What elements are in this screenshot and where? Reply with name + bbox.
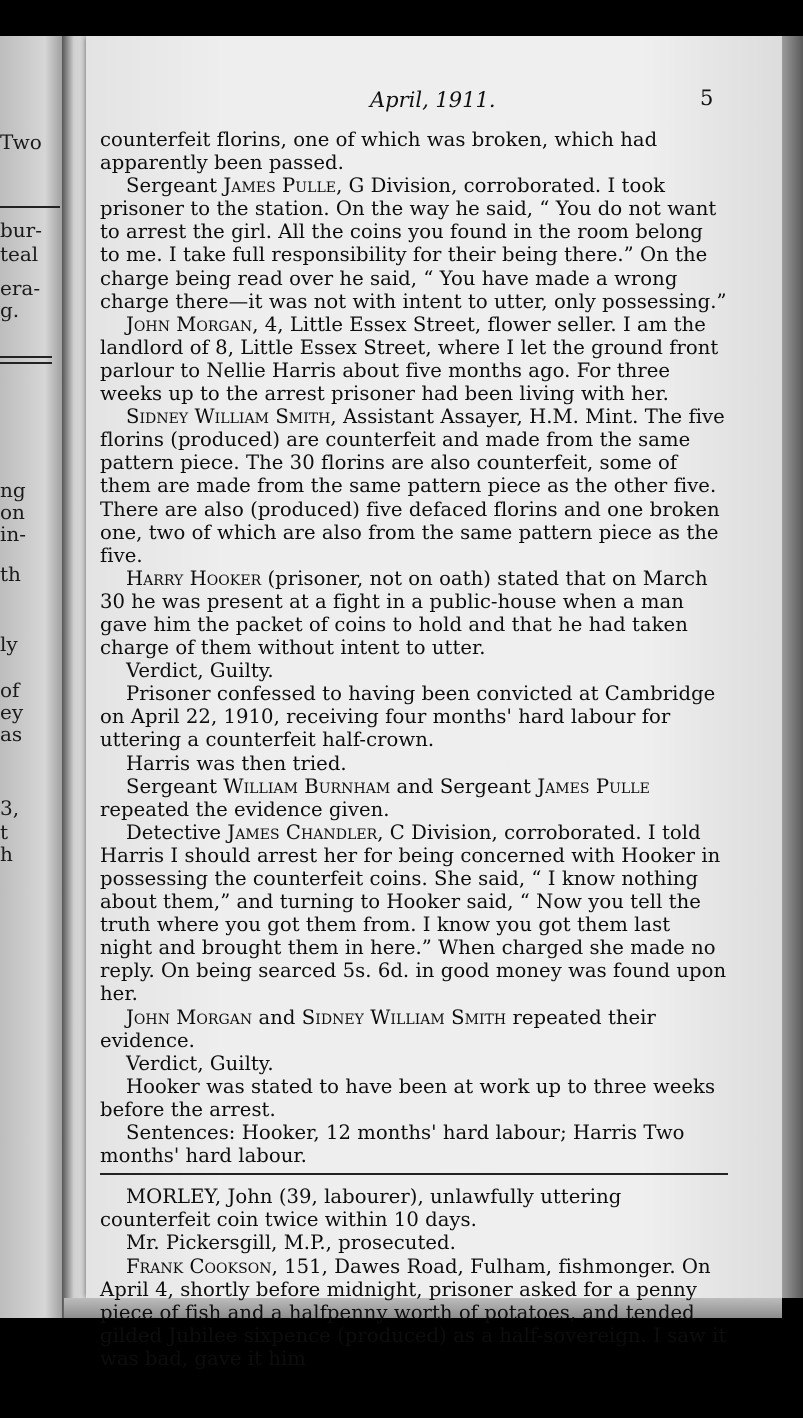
paragraph — [100, 821, 728, 1006]
witness-name: William Burnham — [223, 774, 391, 798]
running-title: April, 1911. — [370, 88, 496, 112]
paragraph — [100, 1231, 728, 1254]
facing-page-fragment: Two — [0, 130, 42, 154]
text-run: Sentences: Hooker, 12 months' hard labour; Harris Two months' hard labour. — [100, 1121, 685, 1168]
witness-name: John Morgan — [126, 1005, 253, 1029]
section-rule — [100, 1173, 728, 1175]
text-run: Verdict, Guilty. — [126, 1051, 274, 1075]
witness-name: James Chandler — [227, 820, 378, 844]
text-run: Detective — [126, 820, 228, 844]
facing-page-fragment: th — [0, 562, 21, 586]
facing-page-fragment: of — [0, 678, 20, 702]
facing-page-rule — [0, 362, 52, 364]
paragraph — [100, 1121, 728, 1167]
text-run: Hooker was stated to have been at work up to three weeks before the arrest. — [100, 1074, 716, 1121]
text-run: (prisoner, not on oath) stated that on March 30 he was present at a fight in a public-house when a man gave him the packet of coins to hold and that he had taken charge of them without intent to utter. — [100, 566, 708, 660]
text-run: repeated their evidence. — [100, 1005, 656, 1052]
witness-name: Frank Cookson — [126, 1254, 272, 1278]
facing-page-fragment: teal — [0, 242, 39, 266]
paragraph — [100, 1255, 728, 1370]
facing-page-fragment: ng — [0, 478, 26, 502]
text-run: Mr. Pickersgill, M.P., prosecuted. — [126, 1231, 456, 1255]
page-stack-edge — [782, 36, 803, 1298]
paragraph — [100, 128, 728, 174]
paragraph — [100, 174, 728, 313]
text-run: Sergeant — [126, 774, 224, 798]
witness-name: Sidney William Smith — [126, 405, 331, 429]
text-run: and Sergeant — [390, 774, 538, 798]
text-run: MORLEY, John (39, labourer), unlawfully uttering counterfeit coin twice within 10 days. — [100, 1185, 622, 1232]
text-run: Sergeant — [126, 174, 224, 198]
facing-page-rule — [0, 206, 60, 208]
text-run: counterfeit florins, one of which was broken, which had apparently been passed. — [100, 128, 658, 175]
paragraph — [100, 405, 728, 567]
text-run: , Assistant Assayer, H.M. Mint. The five florins (produced) are counterfeit and made from the same pattern piece. The 30 florins are also counterfeit, some of them are made from the same pattern piece as the other five. There are also (produced) five defaced florins and one broken one, two of which are also from the same pattern piece as the five. — [100, 405, 725, 567]
facing-page-fragment: bur- — [0, 218, 43, 242]
paragraph — [100, 752, 728, 775]
facing-page-fragment: in- — [0, 522, 27, 546]
facing-page-fragment: t — [0, 820, 9, 844]
paragraph — [100, 682, 728, 751]
text-run: Harris was then tried. — [126, 751, 347, 775]
paragraph — [100, 1006, 728, 1052]
facing-page-fragment: g. — [0, 298, 20, 322]
facing-page-fragment: on — [0, 500, 25, 524]
text-run: Prisoner confessed to having been convicted at Cambridge on April 22, 1910, receiving four months' hard labour for uttering a counterfeit half-crown. — [100, 682, 716, 752]
facing-page-rule — [0, 356, 52, 358]
facing-page-fragment: as — [0, 722, 23, 746]
witness-name: James Pulle — [223, 174, 337, 198]
paragraph — [100, 775, 728, 821]
paragraph — [100, 1075, 728, 1121]
facing-page-fragment: ey — [0, 700, 24, 724]
witness-name: Harry Hooker — [126, 566, 262, 590]
case-morley — [100, 1185, 728, 1370]
paragraph — [100, 659, 728, 682]
text-run: and — [252, 1005, 302, 1029]
case-hooker-harris — [100, 128, 728, 1167]
facing-page-fragment: era- — [0, 276, 41, 300]
text-run: , G Division, corroborated. I took prisoner to the station. On the way he said, “ You do not want to arrest the girl. All the coins you found in the room belong to me. I take full responsibility for their being there.” On the charge being read over he said, “ You have made a wrong charge there—it was not with intent to utter, only possessing.” — [100, 174, 727, 313]
paragraph — [100, 567, 728, 659]
text-run: , 4, Little Essex Street, flower seller. I am the landlord of 8, Little Essex Street, where I let the ground front parlour to Nellie Harris about five months ago. For three weeks up to the arrest prisoner had been living with her. — [100, 312, 719, 406]
witness-name: Sidney William Smith — [301, 1005, 507, 1029]
page-number: 5 — [700, 86, 714, 110]
paragraph — [100, 313, 728, 405]
facing-page-fragment: h — [0, 842, 13, 866]
facing-page-fragment: ly — [0, 632, 18, 656]
text-run: repeated the evidence given. — [100, 797, 390, 821]
witness-name: James Pulle — [537, 774, 650, 798]
paragraph — [100, 1185, 728, 1231]
text-run: Verdict, Guilty. — [126, 659, 274, 683]
body-text — [100, 128, 728, 1370]
facing-page-fragment: 3, — [0, 796, 20, 820]
paragraph — [100, 1052, 728, 1075]
text-run: , 151, Dawes Road, Fulham, fishmonger. On April 4, shortly before midnight, prisoner asked for a penny piece of fish and a halfpenny worth of potatoes, and tended gilded Jubilee sixpence (produced) as a half-sovereign. I saw it was bad, gave it him — [100, 1254, 727, 1370]
witness-name: John Morgan — [126, 312, 253, 336]
book-spine — [62, 36, 88, 1318]
text-run: , C Division, corroborated. I told Harris I should arrest her for being concerned with Hooker in possessing the counterfeit coins. She said, “ I know nothing about them,” and turning to Hooker said, “ Now you tell the truth where you got them from. I know you got them last night and brought them in here.” When charged she made no reply. On being searced 5s. 6d. in good money was found upon her. — [100, 820, 727, 1006]
facing-page-edge — [0, 36, 64, 1318]
